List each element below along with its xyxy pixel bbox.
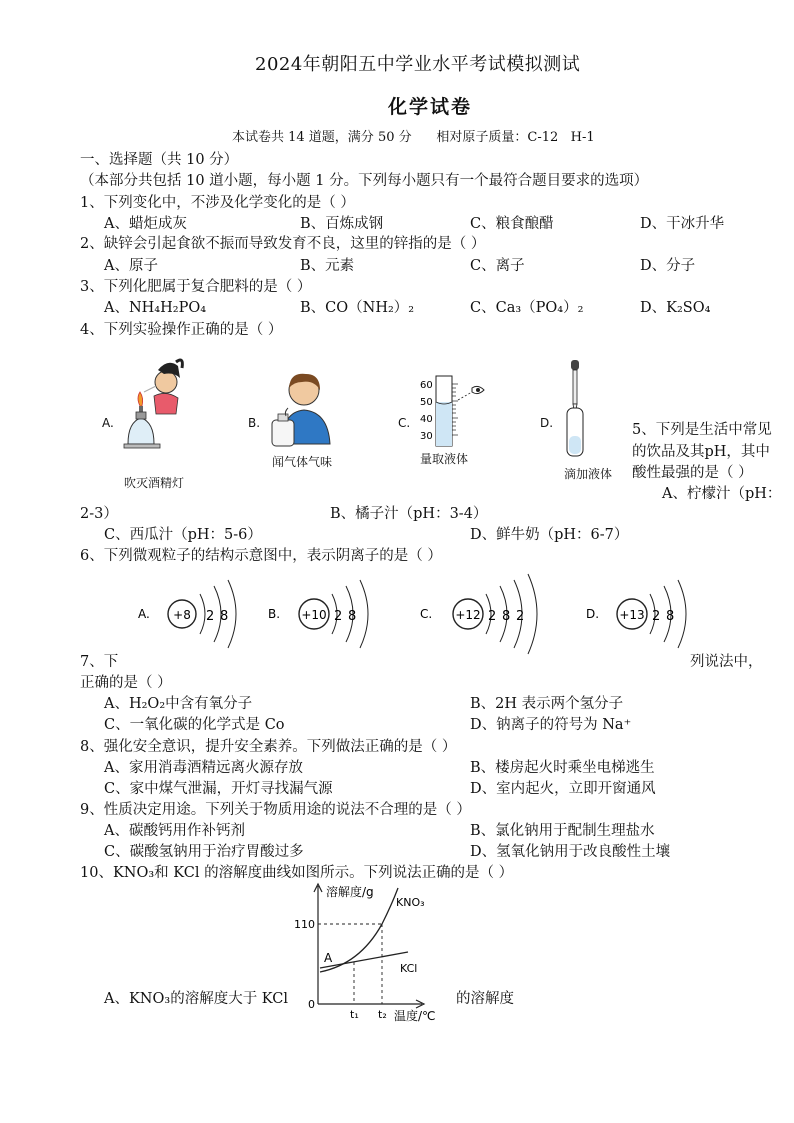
q9-stem: 9、性质决定用途。下列关于物质用途的说法不合理的是（ ）	[80, 802, 471, 818]
subject-title: 化学试卷	[388, 96, 473, 118]
q7-option-b: B、2H 表示两个氢分子	[470, 696, 624, 712]
q2-option-a: A、原子	[104, 258, 158, 274]
atom-diagram-d	[586, 580, 686, 648]
atom-c-shell-3: 2	[516, 609, 525, 624]
smell-gas-image	[268, 368, 340, 448]
atom-b-shell-1: 2	[334, 609, 343, 624]
graph-ylabel: 溶解度/g	[326, 885, 374, 899]
graph-point-a: A	[324, 951, 333, 965]
q4-label-a: A.	[102, 416, 114, 430]
q7-stem-end: 列说法中，	[690, 654, 763, 670]
section-heading: 一、选择题（共 10 分）	[80, 152, 239, 168]
cylinder-tick-60: 60	[420, 380, 433, 391]
q4-caption-b: 闻气体气味	[272, 455, 333, 469]
section-note: （本部分共包括 10 道小题，每小题 1 分。下列每小题只有一个最符合题目要求的选项）	[80, 173, 649, 189]
q1-stem: 1、下列变化中，不涉及化学变化的是（ ）	[80, 195, 355, 211]
atom-a-nucleus: +8	[173, 608, 191, 622]
q8-option-a: A、家用消毒酒精远离火源存放	[104, 760, 303, 776]
q3-option-b: B、CO（NH₂）₂	[300, 300, 415, 316]
atom-b-shell-2: 8	[348, 609, 357, 624]
q10-option-a-left: A、KNO₃的溶解度大于 KCl	[104, 991, 288, 1007]
atom-diagram-c	[420, 574, 537, 654]
graph-t2: t₂	[378, 1008, 387, 1021]
q3-stem: 3、下列化肥属于复合肥料的是（ ）	[80, 279, 312, 295]
atom-a-label: A.	[138, 607, 150, 621]
q9-option-b: B、氯化钠用于配制生理盐水	[470, 823, 655, 839]
q4-label-d: D.	[540, 416, 554, 430]
atom-b-label: B.	[268, 607, 281, 621]
graph-kcl-label: KCl	[400, 962, 418, 975]
q5-option-a-line1: A、柠檬汁（pH：	[662, 486, 782, 502]
q4-label-b: B.	[248, 416, 261, 430]
graph-kno3-label: KNO₃	[396, 896, 425, 909]
atom-c-nucleus: +12	[455, 608, 481, 622]
kcl-curve	[320, 952, 408, 968]
q8-option-d: D、室内起火，立即开窗通风	[470, 781, 656, 797]
atom-diagram-b	[268, 580, 368, 648]
q10-option-a-right: 的溶解度	[456, 991, 514, 1007]
q2-option-b: B、元素	[300, 258, 355, 274]
q5-stem-line3: 酸性最强的是（ ）	[632, 465, 753, 481]
alcohol-lamp-blowing-image	[118, 352, 198, 470]
q10-stem: 10、KNO₃和 KCl 的溶解度曲线如图所示。下列说法正确的是（ ）	[80, 865, 514, 881]
q3-option-a: A、NH₄H₂PO₄	[104, 300, 207, 316]
atom-c-shell-1: 2	[488, 609, 497, 624]
q3-option-c: C、Ca₃（PO₄）₂	[470, 300, 584, 316]
q4-caption-d: 滴加液体	[564, 467, 613, 481]
atom-diagram-a	[138, 580, 236, 648]
q5-stem-line2: 的饮品及其pH，其中	[632, 444, 770, 460]
q4-label-c: C.	[398, 416, 411, 430]
cylinder-tick-40: 40	[420, 414, 433, 425]
q4-stem: 4、下列实验操作正确的是（ ）	[80, 322, 283, 338]
q3-option-d: D、K₂SO₄	[640, 300, 711, 316]
q5-option-c: C、西瓜汁（pH：5-6）	[104, 527, 262, 543]
q7-option-a: A、H₂O₂中含有氧分子	[104, 696, 253, 712]
dropper-test-tube-image	[556, 356, 596, 460]
q2-option-d: D、分子	[640, 258, 696, 274]
atom-d-nucleus: +13	[619, 608, 645, 622]
atom-structure-diagrams	[120, 570, 700, 660]
graph-xlabel: 温度/℃	[394, 1009, 436, 1023]
q1-option-c: C、粮食酿醋	[470, 216, 554, 232]
q7-stem-line2: 正确的是（ ）	[80, 675, 172, 691]
q9-option-a: A、碳酸钙用作补钙剂	[104, 823, 245, 839]
solubility-curve-graph	[290, 880, 450, 1028]
q4-caption-a: 吹灭酒精灯	[124, 476, 185, 490]
graph-origin: 0	[308, 998, 315, 1011]
graph-y-tick-110: 110	[294, 918, 315, 931]
atom-a-shell-2: 8	[220, 609, 229, 624]
q1-option-b: B、百炼成钢	[300, 216, 384, 232]
exam-info: 本试卷共 14 道题，满分 50 分 相对原子质量：C-12 H-1	[232, 130, 595, 145]
q8-stem: 8、强化安全意识，提升安全素养。下列做法正确的是（ ）	[80, 739, 457, 755]
q7-option-c: C、一氧化碳的化学式是 Co	[104, 717, 285, 733]
cylinder-tick-50: 50	[420, 397, 433, 408]
q5-stem-line1: 5、下列是生活中常见	[632, 422, 772, 438]
q2-stem: 2、缺锌会引起食欲不振而导致发育不良，这里的锌指的是（ ）	[80, 236, 486, 252]
q1-option-d: D、干冰升华	[640, 216, 725, 232]
q5-option-d: D、鲜牛奶（pH：6-7）	[470, 527, 629, 543]
cylinder-tick-30: 30	[420, 431, 433, 442]
q9-option-d: D、氢氧化钠用于改良酸性土壤	[470, 844, 671, 860]
q9-option-c: C、碳酸氢钠用于治疗胃酸过多	[104, 844, 304, 860]
graph-t1: t₁	[350, 1008, 359, 1021]
atom-c-shell-2: 8	[502, 609, 511, 624]
q7-stem-start: 7、下	[80, 654, 119, 670]
atom-d-label: D.	[586, 607, 600, 621]
q4-caption-c: 量取液体	[420, 452, 469, 466]
q5-option-b: B、橘子汁（pH：3-4）	[330, 506, 488, 522]
atom-d-shell-1: 2	[652, 609, 661, 624]
q7-option-d: D、钠离子的符号为 Na⁺	[470, 717, 632, 733]
q2-option-c: C、离子	[470, 258, 525, 274]
exam-title: 2024年朝阳五中学业水平考试模拟测试	[255, 54, 581, 75]
atom-d-shell-2: 8	[666, 609, 675, 624]
q1-option-a: A、蜡炬成灰	[104, 216, 187, 232]
q6-stem: 6、下列微观粒子的结构示意图中，表示阴离子的是（ ）	[80, 548, 442, 564]
q8-option-c: C、家中煤气泄漏，开灯寻找漏气源	[104, 781, 333, 797]
atom-c-label: C.	[420, 607, 433, 621]
q8-option-b: B、楼房起火时乘坐电梯逃生	[470, 760, 655, 776]
q5-option-a-line2: 2-3）	[80, 506, 118, 522]
measuring-cylinder-image	[418, 372, 498, 448]
atom-a-shell-1: 2	[206, 609, 215, 624]
atom-b-nucleus: +10	[301, 608, 327, 622]
